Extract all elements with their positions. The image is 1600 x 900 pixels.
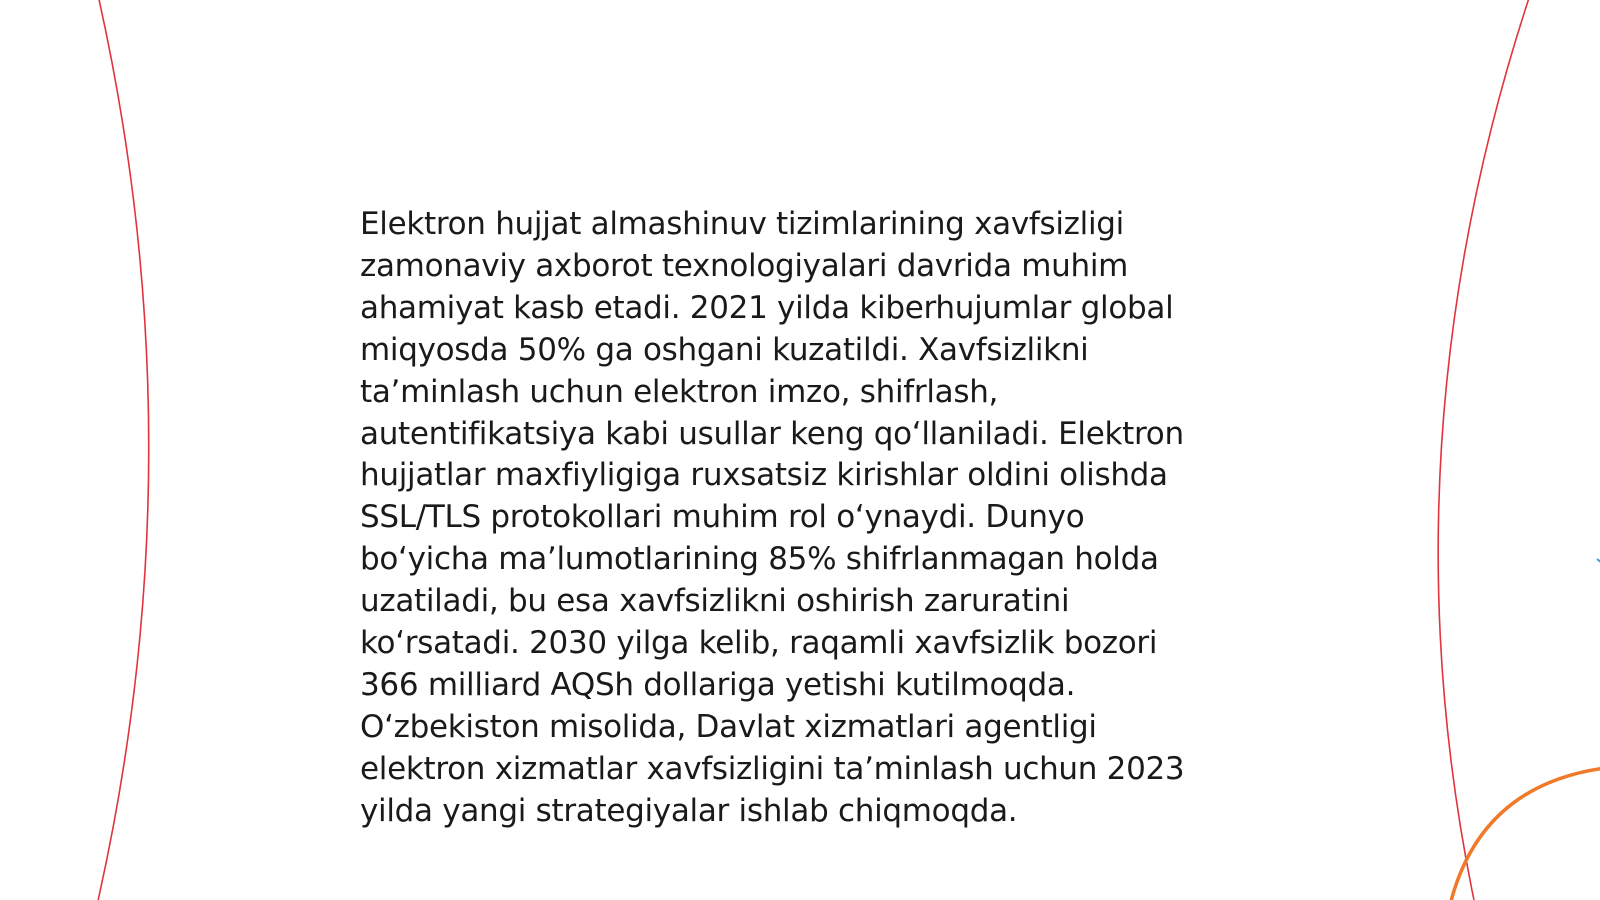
paragraph-line: bo‘yicha ma’lumotlarining 85% shifrlanmagan holda [360, 541, 1159, 578]
paragraph-line: zamonaviy axborot texnologiyalari davrida muhim [360, 247, 1129, 284]
left-curve-line [97, 0, 149, 900]
paragraph-line: miqyosda 50% ga oshgani kuzatildi. Xavfsizlikni [360, 331, 1089, 368]
paragraph-line: ko‘rsatadi. 2030 yilga kelib, raqamli xavfsizlik bozori [360, 625, 1158, 662]
paragraph-line: 366 milliard AQSh dollariga yetishi kutilmoqda. [360, 666, 1076, 703]
paragraph-line: elektron xizmatlar xavfsizligini ta’minlash uchun 2023 [360, 750, 1185, 787]
paragraph-line: yilda yangi strategiyalar ishlab chiqmoqda. [360, 792, 1018, 829]
right-curve-line [1438, 0, 1530, 900]
paragraph-line: autentifikatsiya kabi usullar keng qo‘llaniladi. Elektron [360, 415, 1184, 452]
paragraph-line: Elektron hujjat almashinuv tizimlarining xavfsizligi [360, 206, 1124, 242]
paragraph-line: ahamiyat kasb etadi. 2021 yilda kiberhujumlar global [360, 289, 1174, 326]
paragraph-line: ta’minlash uchun elektron imzo, shifrlash, [360, 373, 999, 410]
paragraph-line: O‘zbekiston misolida, Davlat xizmatlari agentligi [360, 708, 1097, 745]
orange-arc [1450, 768, 1600, 900]
paragraph-line: hujjatlar maxfiyligiga ruxsatsiz kirishlar oldini olishda [360, 457, 1168, 494]
paragraph-line: SSL/TLS protokollari muhim rol o‘ynaydi. Dunyo [360, 499, 1085, 536]
body-paragraph [360, 204, 1260, 833]
paragraph-line: uzatiladi, bu esa xavfsizlikni oshirish zaruratini [360, 583, 1070, 620]
